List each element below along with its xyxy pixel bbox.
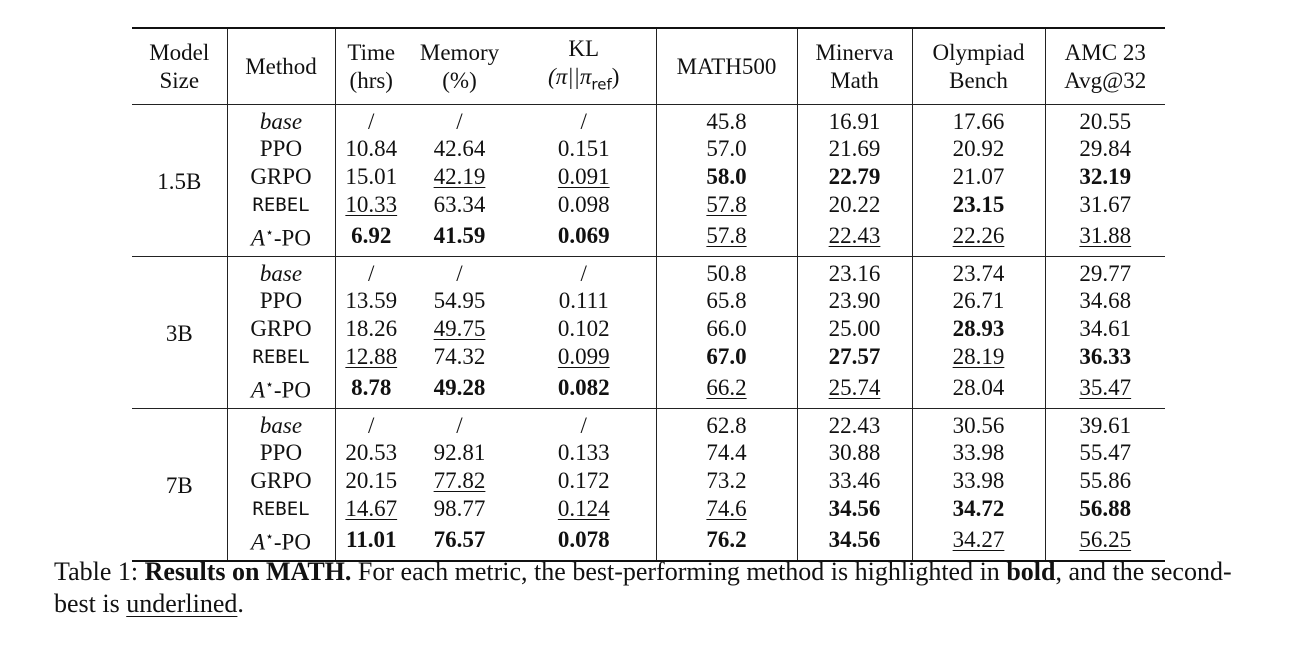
math500-cell: 66.2	[656, 372, 797, 409]
method-cell: A⋆-PO	[227, 372, 335, 409]
math500-cell: 58.0	[656, 163, 797, 191]
method-cell: PPO	[227, 135, 335, 163]
header-model-size: Model Size	[149, 39, 210, 93]
math500-cell: 74.6	[656, 494, 797, 524]
memory-cell: 54.95	[433, 288, 486, 314]
minerva-cell: 34.56	[797, 494, 912, 524]
memory-cell: /	[456, 260, 463, 286]
olympiad-cell: 22.26	[912, 220, 1045, 257]
minerva-cell: 23.16	[797, 256, 912, 287]
time-cell: 15.01	[335, 163, 407, 191]
math500-cell: 57.8	[656, 220, 797, 257]
olympiad-cell: 33.98	[912, 467, 1045, 495]
method-cell: GRPO	[227, 163, 335, 191]
table-group-7b	[132, 408, 1165, 561]
method-cell: base	[227, 104, 335, 135]
caption-text-3: .	[237, 589, 244, 618]
kl-cell: 0.133	[557, 440, 610, 466]
caption-title: Results on MATH.	[144, 557, 352, 586]
method-cell: PPO	[227, 287, 335, 315]
method-cell: REBEL	[227, 342, 335, 372]
time-cell: 8.78	[335, 372, 407, 409]
minerva-cell: 23.90	[797, 287, 912, 315]
memory-cell: 42.19	[433, 163, 486, 189]
time-cell: 18.26	[335, 315, 407, 343]
table-header	[132, 28, 1165, 104]
method-cell: REBEL	[227, 494, 335, 524]
memory-cell: 49.75	[433, 315, 486, 341]
minerva-cell: 34.56	[797, 524, 912, 561]
math500-cell: 65.8	[656, 287, 797, 315]
method-cell: GRPO	[227, 315, 335, 343]
minerva-cell: 25.00	[797, 315, 912, 343]
kl-cell: /	[580, 412, 587, 438]
method-cell: A⋆-PO	[227, 220, 335, 257]
caption-label: Table 1:	[54, 557, 145, 586]
amc-cell: 56.88	[1045, 494, 1165, 524]
time-cell: 12.88	[335, 342, 407, 372]
table-row	[132, 408, 1165, 439]
memory-cell: 42.64	[433, 136, 486, 162]
kl-cell: 0.078	[557, 527, 610, 553]
kl-cell: 0.069	[557, 222, 610, 248]
amc-cell: 29.84	[1045, 135, 1165, 163]
time-cell: /	[335, 256, 407, 287]
header-method: Method	[227, 28, 335, 104]
memory-cell: 49.28	[433, 375, 486, 401]
memory-cell: 92.81	[433, 440, 486, 466]
table-row	[132, 287, 1165, 315]
results-table	[132, 27, 1165, 562]
memory-cell: 63.34	[433, 192, 486, 218]
caption-text-1: For each metric, the best-performing method is highlighted in	[351, 557, 1007, 586]
amc-cell: 36.33	[1045, 342, 1165, 372]
caption-underlined-word: underlined	[126, 589, 238, 618]
math500-cell: 62.8	[656, 408, 797, 439]
olympiad-cell: 30.56	[912, 408, 1045, 439]
model-size-cell: 7B	[165, 473, 193, 499]
amc-cell: 35.47	[1045, 372, 1165, 409]
table-group-1-5b	[132, 104, 1165, 256]
olympiad-cell: 20.92	[912, 135, 1045, 163]
header-minerva: Minerva Math	[797, 28, 912, 104]
amc-cell: 34.68	[1045, 287, 1165, 315]
table-row	[132, 439, 1165, 467]
header-amc: AMC 23 Avg@32	[1045, 28, 1165, 104]
math500-cell: 76.2	[656, 524, 797, 561]
kl-cell: 0.124	[557, 496, 610, 522]
table-row	[132, 467, 1165, 495]
olympiad-cell: 21.07	[912, 163, 1045, 191]
kl-cell: 0.151	[557, 136, 610, 162]
time-cell: 14.67	[335, 494, 407, 524]
math500-cell: 74.4	[656, 439, 797, 467]
header-math500: MATH500	[656, 28, 797, 104]
model-size-cell: 3B	[165, 321, 193, 347]
amc-cell: 55.86	[1045, 467, 1165, 495]
amc-cell: 29.77	[1045, 256, 1165, 287]
method-cell: base	[227, 256, 335, 287]
results-table-container	[132, 27, 1165, 562]
minerva-cell: 16.91	[797, 104, 912, 135]
minerva-cell: 22.43	[797, 220, 912, 257]
olympiad-cell: 33.98	[912, 439, 1045, 467]
header-time: Time (hrs)	[335, 28, 407, 104]
caption-bold-word: bold	[1006, 557, 1056, 586]
memory-cell: /	[456, 108, 463, 134]
time-cell: 20.53	[335, 439, 407, 467]
time-cell: 11.01	[335, 524, 407, 561]
kl-cell: 0.102	[557, 315, 610, 341]
caption-text-2: , and the second-best is	[54, 557, 1232, 618]
table-group-3b	[132, 256, 1165, 408]
olympiad-cell: 26.71	[912, 287, 1045, 315]
memory-cell: 98.77	[433, 496, 486, 522]
memory-cell: 74.32	[433, 344, 486, 370]
memory-cell: 41.59	[433, 222, 486, 248]
memory-cell: 76.57	[433, 527, 486, 553]
minerva-cell: 22.43	[797, 408, 912, 439]
table-row	[132, 163, 1165, 191]
amc-cell: 34.61	[1045, 315, 1165, 343]
time-cell: /	[335, 408, 407, 439]
kl-cell: 0.111	[558, 288, 609, 314]
olympiad-cell: 34.27	[912, 524, 1045, 561]
table-row	[132, 342, 1165, 372]
memory-cell: 77.82	[433, 467, 486, 493]
kl-cell: 0.099	[557, 344, 610, 370]
table-row	[132, 190, 1165, 220]
math500-cell: 67.0	[656, 342, 797, 372]
minerva-cell: 33.46	[797, 467, 912, 495]
model-size-cell: 1.5B	[157, 168, 202, 194]
table-row	[132, 315, 1165, 343]
kl-cell: 0.098	[557, 192, 610, 218]
olympiad-cell: 23.74	[912, 256, 1045, 287]
table-row	[132, 104, 1165, 135]
amc-cell: 32.19	[1045, 163, 1165, 191]
minerva-cell: 25.74	[797, 372, 912, 409]
math500-cell: 57.8	[656, 190, 797, 220]
table-row	[132, 494, 1165, 524]
time-cell: 10.84	[335, 135, 407, 163]
method-cell: REBEL	[227, 190, 335, 220]
header-kl: KL $(\pi||\pi_{ref})$	[548, 36, 620, 94]
math500-cell: 50.8	[656, 256, 797, 287]
minerva-cell: 20.22	[797, 190, 912, 220]
minerva-cell: 22.79	[797, 163, 912, 191]
minerva-cell: 30.88	[797, 439, 912, 467]
olympiad-cell: 28.19	[912, 342, 1045, 372]
minerva-cell: 21.69	[797, 135, 912, 163]
table-row	[132, 372, 1165, 409]
method-cell: GRPO	[227, 467, 335, 495]
table-row	[132, 220, 1165, 257]
amc-cell: 31.88	[1045, 220, 1165, 257]
header-memory: Memory (%)	[419, 39, 500, 93]
olympiad-cell: 23.15	[912, 190, 1045, 220]
amc-cell: 31.67	[1045, 190, 1165, 220]
math500-cell: 66.0	[656, 315, 797, 343]
math500-cell: 57.0	[656, 135, 797, 163]
table-caption	[54, 556, 1249, 620]
memory-cell: /	[456, 412, 463, 438]
kl-cell: /	[580, 108, 587, 134]
math500-cell: 73.2	[656, 467, 797, 495]
olympiad-cell: 34.72	[912, 494, 1045, 524]
table-row	[132, 256, 1165, 287]
table-row	[132, 135, 1165, 163]
math500-cell: 45.8	[656, 104, 797, 135]
header-olympiad: Olympiad Bench	[912, 28, 1045, 104]
amc-cell: 56.25	[1045, 524, 1165, 561]
olympiad-cell: 17.66	[912, 104, 1045, 135]
time-cell: 13.59	[335, 287, 407, 315]
kl-cell: 0.082	[557, 375, 610, 401]
amc-cell: 39.61	[1045, 408, 1165, 439]
olympiad-cell: 28.93	[912, 315, 1045, 343]
kl-cell: /	[580, 260, 587, 286]
time-cell: 10.33	[335, 190, 407, 220]
minerva-cell: 27.57	[797, 342, 912, 372]
amc-cell: 20.55	[1045, 104, 1165, 135]
method-cell: A⋆-PO	[227, 524, 335, 561]
kl-cell: 0.172	[557, 467, 610, 493]
method-cell: PPO	[227, 439, 335, 467]
time-cell: 6.92	[335, 220, 407, 257]
method-cell: base	[227, 408, 335, 439]
time-cell: 20.15	[335, 467, 407, 495]
kl-cell: 0.091	[557, 163, 610, 189]
olympiad-cell: 28.04	[912, 372, 1045, 409]
amc-cell: 55.47	[1045, 439, 1165, 467]
time-cell: /	[335, 104, 407, 135]
